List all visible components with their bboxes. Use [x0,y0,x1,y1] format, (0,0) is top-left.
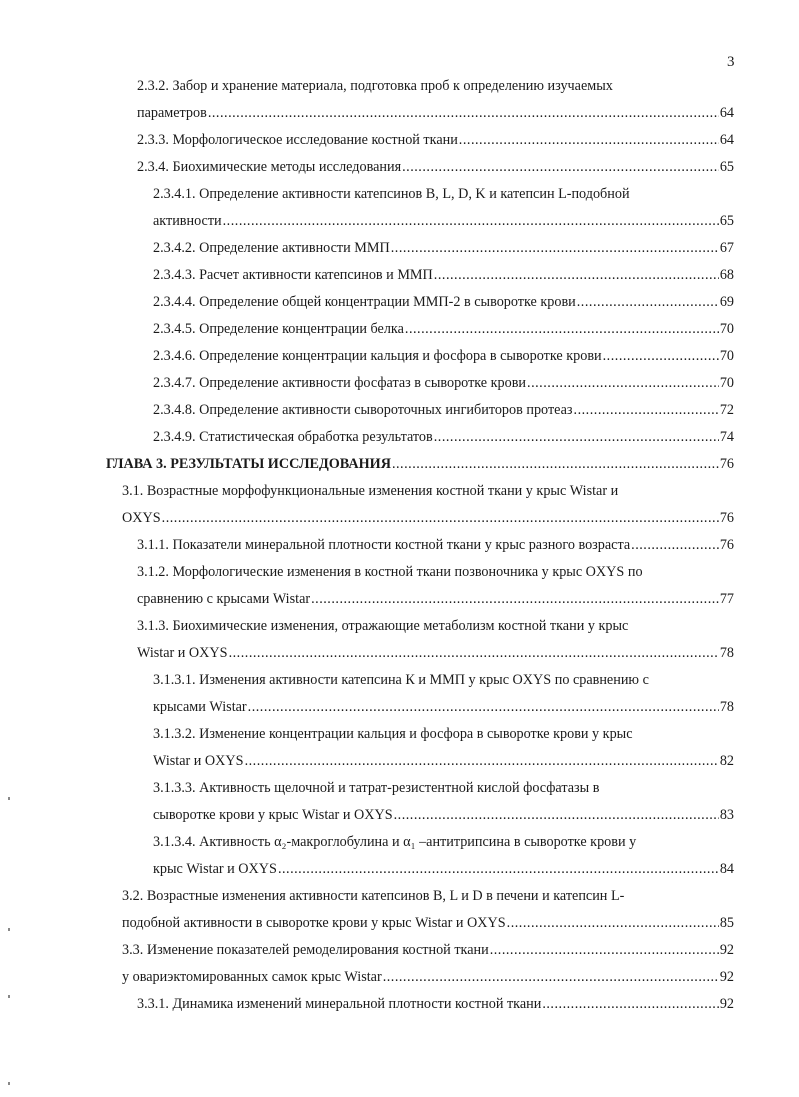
toc-title: 3.1.3.3. Активность щелочной и татрат-резистентной кислой фосфатазы в [153,780,600,796]
chapter-heading [106,454,734,474]
toc-line [137,994,734,1014]
toc-title: 2.3.4. Биохимические методы исследования [137,159,402,175]
toc-line [153,832,636,852]
toc-line [122,940,734,960]
toc-title: 3.1.1. Показатели минеральной плотности костной ткани у крыс разного возраста [137,537,631,553]
toc-title: 2.3.3. Морфологическое исследование костной ткани [137,132,458,148]
toc-title: ГЛАВА 3. РЕЗУЛЬТАТЫ ИССЛЕДОВАНИЯ [106,456,391,472]
toc-page-number: 85 [719,915,734,931]
toc-page-number: 64 [719,132,734,148]
toc-page-number: 76 [719,537,734,553]
toc-page-number: 76 [719,456,734,472]
toc-title: параметров [137,105,207,121]
toc-page-number: 64 [719,105,734,121]
toc-title: Wistar и OXYS [153,753,244,769]
toc-title: 3.1.2. Морфологические изменения в костной ткани позвоночника у крыс OXYS по [137,564,643,580]
scan-speck [8,1082,10,1085]
toc-page-number: 92 [719,969,734,985]
toc-title: Wistar и OXYS [137,645,228,661]
toc-line [122,913,734,933]
toc-line [137,589,734,609]
toc-title: крысами Wistar [153,699,247,715]
toc-line [153,184,630,204]
toc-title: 2.3.4.1. Определение активности катепсинов B, L, D, K и катепсин L-подобной [153,186,630,202]
toc-page-number: 69 [719,294,734,310]
toc-title: 2.3.4.5. Определение концентрации белка [153,321,404,337]
toc-line [137,103,734,123]
toc-line [122,886,624,906]
toc-title: 2.3.4.6. Определение концентрации кальция и фосфора в сыворотке крови [153,348,602,364]
toc-line [153,319,734,339]
toc-title: OXYS [122,510,161,526]
toc-line [153,697,734,717]
toc-page-number: 70 [719,348,734,364]
toc-title: 2.3.2. Забор и хранение материала, подготовка проб к определению изучаемых [137,78,613,94]
toc-page-number: 67 [719,240,734,256]
scan-speck [8,928,10,931]
toc-line [122,967,734,987]
toc-line [137,76,613,96]
toc-line [153,670,649,690]
toc-line [153,859,734,879]
toc-line [122,481,618,501]
toc-page-number: 92 [719,996,734,1012]
toc-page-number: 65 [719,159,734,175]
toc-page-number: 84 [719,861,734,877]
toc-title: 3.3. Изменение показателей ремоделирования костной ткани [122,942,489,958]
toc-page-number: 76 [719,510,734,526]
page-number: 3 [727,54,735,70]
toc-title: 2.3.4.2. Определение активности ММП [153,240,390,256]
toc-title: сыворотке крови у крыс Wistar и OXYS [153,807,393,823]
toc-title: крыс Wistar и OXYS [153,861,277,877]
toc-line [153,751,734,771]
toc-line [122,508,734,528]
toc-line [137,616,628,636]
toc-line [153,238,734,258]
toc-page-number: 65 [719,213,734,229]
toc-line [137,535,734,555]
toc-page-number: 83 [719,807,734,823]
toc-title: 3.1.3.4. Активность α₂-макроглобулина и α₁ –антитрипсина в сыворотке крови у [153,834,637,850]
toc-page-number: 92 [719,942,734,958]
toc-page-number: 78 [719,699,734,715]
toc-page-number: 72 [719,402,734,418]
toc-page-number: 68 [719,267,734,283]
toc-line [153,427,734,447]
toc-title: 3.1. Возрастные морфофункциональные изменения костной ткани у крыс Wistar и [122,483,619,499]
toc-line [153,724,633,744]
toc-title: сравнению с крысами Wistar [137,591,311,607]
toc-line [137,562,643,582]
toc-line [153,265,734,285]
toc-line [153,346,734,366]
toc-page-number: 78 [719,645,734,661]
toc-page-number: 77 [719,591,734,607]
toc-title: 3.3.1. Динамика изменений минеральной плотности костной ткани [137,996,542,1012]
toc-line [153,373,734,393]
toc-line [153,211,734,231]
toc-title: 3.2. Возрастные изменения активности катепсинов B, L и D в печени и катепсин L- [122,888,625,904]
toc-line [153,805,734,825]
toc-title: 3.1.3. Биохимические изменения, отражающие метаболизм костной ткани у крыс [137,618,629,634]
toc-page-number: 74 [719,429,734,445]
toc-title: 2.3.4.7. Определение активности фосфатаз в сыворотке крови [153,375,527,391]
toc-title: 2.3.4.9. Статистическая обработка результатов [153,429,433,445]
toc-line [153,292,734,312]
toc-line [137,130,734,150]
toc-title: активности [153,213,222,229]
scan-speck [8,797,10,800]
toc-title: 2.3.4.4. Определение общей концентрации ММП-2 в сыворотке крови [153,294,576,310]
toc-title: 2.3.4.3. Расчет активности катепсинов и ММП [153,267,433,283]
scan-speck [8,995,10,998]
toc-title: 2.3.4.8. Определение активности сывороточных ингибиторов протеаз [153,402,573,418]
toc-title: подобной активности в сыворотке крови у крыс Wistar и OXYS [122,915,506,931]
toc-line [153,400,734,420]
toc-page-number: 70 [719,321,734,337]
toc-page-number: 82 [719,753,734,769]
toc-line [137,157,734,177]
toc-title: у овариэктомированных самок крыс Wistar [122,969,382,985]
toc-line [137,643,734,663]
toc-title: 3.1.3.2. Изменение концентрации кальция и фосфора в сыворотке крови у крыс [153,726,633,742]
toc-page-number: 70 [719,375,734,391]
toc-line [153,778,599,798]
toc-title: 3.1.3.1. Изменения активности катепсина К и ММП у крыс OXYS по сравнению с [153,672,649,688]
